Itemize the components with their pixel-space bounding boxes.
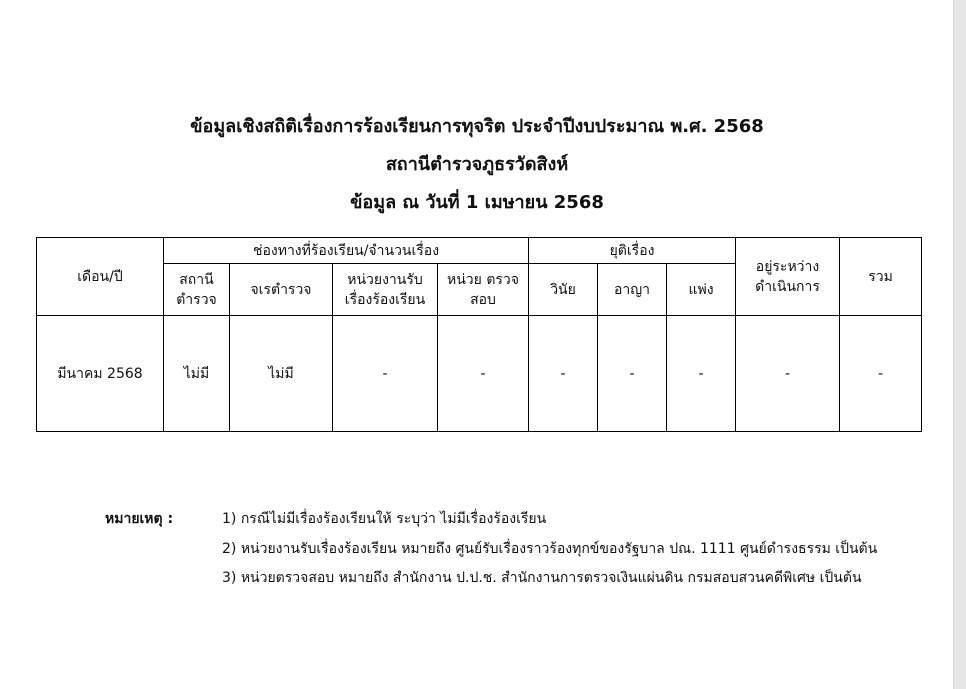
- cell-civil: -: [667, 316, 736, 432]
- header-in-progress: อยู่ระหว่าง ดำเนินการ: [736, 238, 840, 316]
- header-civil: แพ่ง: [667, 264, 736, 316]
- cell-discipline: -: [529, 316, 598, 432]
- header-closed: ยุติเรื่อง: [529, 238, 736, 264]
- header-month: เดือน/ปี: [37, 238, 164, 316]
- cell-negotiation: ไม่มี: [230, 316, 333, 432]
- note-item: 2) หน่วยงานรับเรื่องร้องเรียน หมายถึง ศูนย์รับเรื่องราวร้องทุกข์ของรัฐบาล ปณ. 1111 ศูนย์ดำรงธรรม เป็นต้น: [222, 541, 878, 557]
- header-total: รวม: [840, 238, 922, 316]
- document-title-block: [0, 108, 954, 222]
- vertical-scrollbar[interactable]: [953, 0, 966, 689]
- header-channels: ช่องทางที่ร้องเรียน/จำนวนเรื่อง: [164, 238, 529, 264]
- cell-total: -: [840, 316, 922, 432]
- cell-audit-unit: -: [438, 316, 529, 432]
- data-date: ข้อมูล ณ วันที่ 1 เมษายน 2568: [350, 192, 604, 213]
- cell-month: มีนาคม 2568: [37, 316, 164, 432]
- header-station: สถานี ตำรวจ: [164, 264, 230, 316]
- cell-criminal: -: [598, 316, 667, 432]
- document-title: ข้อมูลเชิงสถิติเรื่องการร้องเรียนการทุจริต ประจำปีงบประมาณ พ.ศ. 2568: [190, 116, 764, 137]
- complaint-stats-table: [36, 237, 922, 432]
- cell-complaint-unit: -: [333, 316, 438, 432]
- table-row: [37, 316, 922, 432]
- cell-in-progress: -: [736, 316, 840, 432]
- header-audit-unit: หน่วย ตรวจสอบ: [438, 264, 529, 316]
- station-name: สถานีตำรวจภูธรวัดสิงห์: [385, 154, 569, 175]
- header-discipline: วินัย: [529, 264, 598, 316]
- header-complaint-unit: หน่วยงานรับ เรื่องร้องเรียน: [333, 264, 438, 316]
- header-negotiation: จเรตำรวจ: [230, 264, 333, 316]
- cell-station: ไม่มี: [164, 316, 230, 432]
- header-criminal: อาญา: [598, 264, 667, 316]
- note-item: 1) กรณีไม่มีเรื่องร้องเรียนให้ ระบุว่า ไม่มีเรื่องร้องเรียน: [222, 511, 547, 527]
- note-item: 3) หน่วยตรวจสอบ หมายถึง สำนักงาน ป.ป.ช. สำนักงานการตรวจเงินแผ่นดิน กรมสอบสวนคดีพิเศษ เป็นต้น: [222, 570, 862, 586]
- notes-label: หมายเหตุ :: [105, 511, 174, 527]
